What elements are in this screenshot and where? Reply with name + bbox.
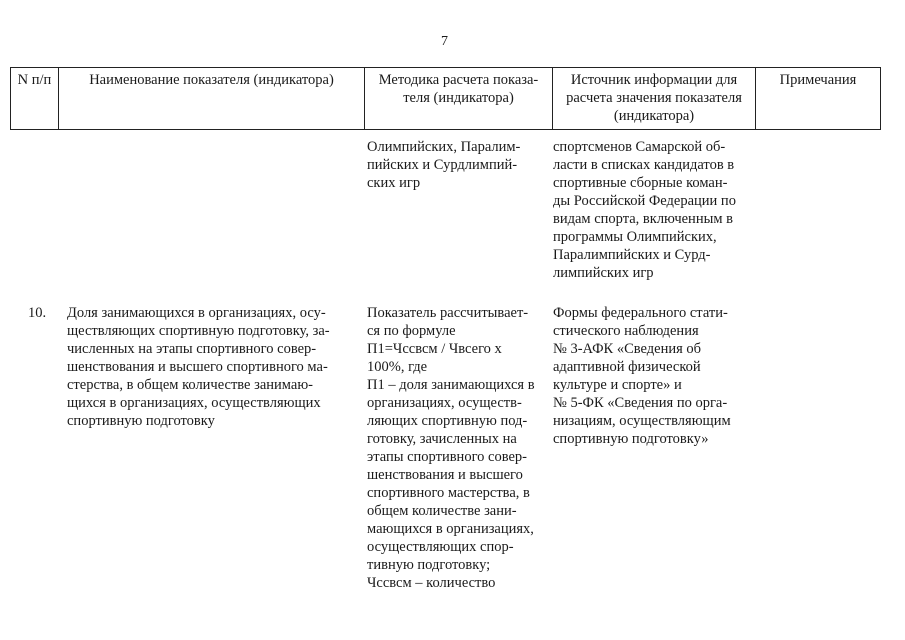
page-number: 7 xyxy=(441,34,448,49)
header-num: N п/п xyxy=(11,68,59,130)
header-name: Наименование показателя (индикатора) xyxy=(59,68,365,130)
header-row xyxy=(11,68,881,130)
table-header xyxy=(10,67,881,130)
header-source: Источник информации для расчета значения показателя (индикатора) xyxy=(553,68,756,130)
row10-number: 10. xyxy=(28,305,47,321)
row10-name: Доля занимающихся в организациях, осу- ществляющих спортивную подготовку, за- численных на этапы спортивного совер- шенствования и высшего спортивного ма- стерства, в общем количестве занимаю- щихся в организациях, осуществляющих спортивную подготовку xyxy=(67,305,330,429)
header-method: Методика расчета показа- теля (индикатора) xyxy=(365,68,553,130)
row10-source: Формы федерального стати- стического наблюдения № 3-АФК «Сведения об адаптивной физической культуре и спорте» и № 5-ФК «Сведения по орга- низациям, осуществляющим спортивную подготовку» xyxy=(553,305,731,447)
continuation-method: Олимпийских, Паралим- пийских и Сурдлимпий- ских игр xyxy=(367,139,521,191)
header-notes: Примечания xyxy=(756,68,881,130)
row10-method: Показатель рассчитывает- ся по формуле П1=Чссвсм / Чвсего х 100%, где П1 – доля занимающихся в организациях, осуществ- ляющих спортивную под- готовку, зачисленных на этапы спортивного совер- шенствования и высшего спортивного мастерства, в общем количестве зани- мающихся в организациях, осуществляющих спор- тивную подготовку; Чссвсм – количество xyxy=(367,305,535,591)
continuation-source: спортсменов Самарской об- ласти в списках кандидатов в спортивные сборные коман- ды Российской Федерации по видам спорта, включенным в программы Олимпийских, Паралимпийских и Сурд- лимпийских игр xyxy=(553,139,736,281)
